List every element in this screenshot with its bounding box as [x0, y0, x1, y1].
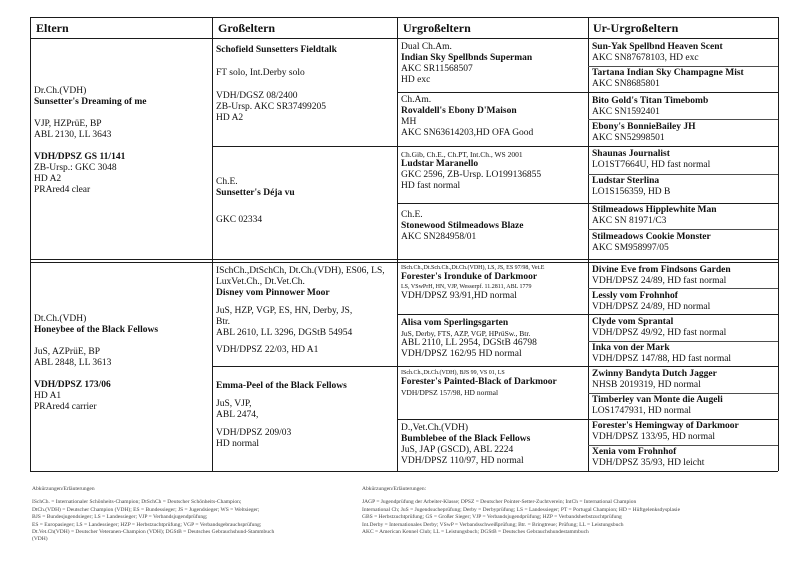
grid-line	[588, 288, 778, 289]
gggp-line: AKC SN 81971/C3	[592, 216, 667, 226]
dam-line: VDH/DPSZ 173/06	[34, 380, 111, 390]
header-urgrosseltern: Urgroßeltern	[403, 21, 471, 35]
header-eltern: Eltern	[36, 21, 69, 35]
ggp-title: ISch.Ch.,Dt.Ch.(VDH), BJS 99, VS 01, LS	[401, 370, 505, 376]
gggp-name: Lessly vom Frohnhof	[592, 291, 678, 301]
ggg-cell	[592, 232, 777, 254]
gp-line: ABL 2474,	[216, 410, 259, 420]
gggp-line: AKC SM958997/05	[592, 243, 669, 253]
footer-title: Abkürzungen/Erläuterungen	[32, 486, 95, 492]
gggp-name: Bito Gold's Titan Timebomb	[592, 96, 709, 106]
ggg-cell	[592, 68, 777, 90]
dam-line: ABL 2848, LL 3613	[34, 358, 112, 368]
sire-line: ABL 2130, LL 3643	[34, 130, 112, 140]
footer-abbreviations-left	[32, 486, 352, 544]
grid-line	[30, 17, 31, 471]
gggp-name: Ebony's BonnieBailey JH	[592, 122, 696, 132]
gggp-name: Stilmeadows Hipplewhite Man	[592, 205, 717, 215]
dam-cell	[34, 314, 210, 413]
gggp-name: Sun-Yak Spellbnd Heaven Scent	[592, 42, 723, 52]
gp-line: HD normal	[216, 439, 260, 449]
gp-line: JuS, HZP, VGP, ES, HN, Derby, JS,	[216, 306, 353, 316]
ggp-line: LS, VSwPrH, HN, VJP, Wesserpf. 11.2811, ABL 1779	[401, 284, 532, 290]
sire-line: VJP, HZPrüE, BP	[34, 119, 102, 129]
ggg-cell	[592, 317, 777, 339]
gp-name: Emma-Peel of the Black Fellows	[216, 381, 347, 391]
gggp-line: LO1ST7664U, HD fast normal	[592, 160, 711, 170]
ggg-cell	[592, 149, 777, 171]
footer-line: BJS = Bundesjugendsieger; LS = Landessieger; VJP = Verbandsjugendprüfung;	[32, 514, 208, 521]
grid-line	[397, 92, 778, 93]
ggp-title: Ch.Gib, Ch.E., Ch.PT, Int.Ch., WS 2001	[401, 150, 523, 159]
great-grandparent-cell	[401, 265, 587, 302]
ggp-line: HD fast normal	[401, 181, 461, 191]
grandparent-cell	[216, 45, 396, 124]
grid-line	[397, 419, 778, 420]
ggg-cell	[592, 395, 777, 417]
grid-line	[212, 17, 213, 471]
gp-line: JuS, VJP,	[216, 399, 252, 409]
sire-name: Sunsetter's Dreaming of me	[34, 97, 147, 107]
ggp-line: VDH/DPSZ 93/91,HD normal	[401, 291, 517, 301]
sire-cell	[34, 86, 210, 196]
footer-line: JAGP = Jugendprüfung der Arbeiter-Klasse; DPSZ = Deutscher Pointer-Setter-Zuchtverein; IntCh = International Champion	[362, 499, 637, 506]
sire-line: ZB-Ursp.: GKC 3048	[34, 163, 117, 173]
great-grandparent-cell	[401, 369, 587, 397]
grid-line	[212, 146, 778, 147]
gggp-name: Zwinny Bandyta Dutch Jagger	[592, 369, 717, 379]
ggp-name: Indian Sky Spellbnds Superman	[401, 53, 533, 63]
footer-line: GBS = Herbstzuchtprüfung; GS = Großer Sieger; VJP = Verbandsjugendprüfung; HZP = Verbandsherbstzuchtprüfung	[362, 514, 622, 521]
header-ururgrosseltern: Ur-Urgroßeltern	[593, 21, 679, 35]
ggp-name: Forester's Painted-Black of Darkmoor	[401, 377, 557, 387]
ggp-name: Ludstar Maranello	[401, 159, 479, 169]
gp-name: Schofield Sunsetters Fieldtalk	[216, 45, 337, 55]
gp-line: ABL 2610, LL 3296, DGStB 54954	[216, 328, 353, 338]
gggp-line: LO1S156359, HD B	[592, 187, 671, 197]
ggg-cell	[592, 447, 777, 469]
grid-line	[30, 17, 778, 18]
grid-line	[30, 262, 778, 263]
great-grandparent-cell	[401, 210, 587, 243]
great-grandparent-cell	[401, 423, 587, 467]
ggg-cell	[592, 122, 777, 144]
grandparent-cell	[216, 266, 396, 356]
gggp-line: NHSB 2019319, HD normal	[592, 380, 701, 390]
footer-abbreviations-right	[362, 486, 780, 536]
grid-line	[588, 66, 778, 67]
ggg-cell	[592, 369, 777, 391]
ggp-line: AKC SR11568507	[401, 64, 473, 74]
grid-line	[778, 17, 779, 471]
ggp-title: D.,Vet.Ch.(VDH)	[401, 423, 469, 433]
gggp-line: VDH/DPSZ 49/92, HD fast normal	[592, 328, 727, 338]
gggp-name: Xenia vom Frohnhof	[592, 447, 677, 457]
ggg-cell	[592, 205, 777, 227]
ggg-cell	[592, 343, 777, 365]
gp-title: Ch.E.	[216, 177, 238, 187]
ggp-line: HD exc	[401, 75, 431, 85]
grid-line	[212, 366, 778, 367]
ggp-title: ISch.Ch.,Dt.Sch.Ch.,Dt.Ch.(VDH), LS, JS, ES 97/98, Vet.E	[401, 265, 545, 271]
gggp-name: Tartana Indian Sky Champagne Mist	[592, 68, 744, 78]
ggg-cell	[592, 291, 777, 313]
grid-line	[588, 17, 589, 471]
gp-line: GKC 02334	[216, 215, 263, 225]
dam-name: Honeybee of the Black Fellows	[34, 325, 159, 335]
gggp-name: Divine Eve from Findsons Garden	[592, 265, 731, 275]
grid-line	[588, 341, 778, 342]
gggp-line: VDH/DPSZ 24/89, HD fast normal	[592, 276, 727, 286]
ggp-line: AKC SN284958/01	[401, 232, 477, 242]
gggp-name: Ludstar Sterlina	[592, 176, 660, 186]
ggp-title: Dual Ch.Am.	[401, 42, 452, 52]
gggp-line: AKC SN8685801	[592, 79, 660, 89]
grandparent-cell	[216, 177, 396, 226]
gggp-name: Stilmeadows Cookie Monster	[592, 232, 711, 242]
ggp-title: Ch.Am.	[401, 95, 432, 105]
footer-line: Int.Derby = Internationales Derby; VSwP = Verbandsschweißprüfung; Btr. = Bringtreue; Prüfung; LL = Leistungsbuch	[362, 521, 624, 528]
footer-line: Dt.Vet.Ch(VDH) = Deutscher Veteranen-Champion (VDH); DGStB = Deutsches Gebrauchshund-Stammbuch	[32, 529, 275, 536]
grid-line	[588, 393, 778, 394]
gggp-name: Clyde vom Sprantal	[592, 317, 674, 327]
sire-line: PRAred4 clear	[34, 185, 91, 195]
ggp-line: VDH/DPSZ 162/95 HD normal	[401, 349, 522, 359]
footer-line: AKC = American Kennel Club; LL = Leistungsbuch; DGStB = Deutsches Gebrauchshundestammbuch	[362, 529, 589, 536]
grid-line	[30, 38, 778, 39]
gp-line: VDH/DPSZ 209/03	[216, 428, 292, 438]
ggp-line: VDH/DPSZ 110/97, HD normal	[401, 456, 524, 466]
gggp-name: Shaunas Journalist	[592, 149, 670, 159]
gp-line: ZB-Ursp. AKC SR37499205	[216, 102, 327, 112]
ggg-cell	[592, 176, 777, 198]
grandparent-cell	[216, 381, 396, 450]
footer-line: (VDH)	[32, 536, 48, 543]
gggp-line: VDH/DPSZ 147/88, HD fast normal	[592, 354, 732, 364]
ggg-cell	[592, 421, 777, 443]
sire-title: Dr.Ch.(VDH)	[34, 86, 87, 96]
gp-line: VDH/DGSZ 08/2400	[216, 91, 298, 101]
gggp-name: Forester's Hemingway of Darkmoor	[592, 421, 739, 431]
grid-line	[30, 471, 778, 472]
ggp-name: Alisa vom Sperlingsgarten	[401, 318, 509, 328]
gp-line: Btr.	[216, 317, 230, 327]
ggp-name: Stonewood Stilmeadows Blaze	[401, 221, 524, 231]
grid-line	[30, 259, 778, 260]
dam-title: Dt.Ch.(VDH)	[34, 314, 87, 324]
gggp-line: VDH/DPSZ 35/93, HD leicht	[592, 458, 705, 468]
ggp-line: GKC 2596, ZB-Ursp. LO199136855	[401, 170, 542, 180]
ggp-line: MH	[401, 117, 417, 127]
ggp-line: JuS, JAP (GSCD), ABL 2224	[401, 445, 514, 455]
ggp-name: Rovaldell's Ebony D'Maison	[401, 106, 517, 116]
sire-line: VDH/DPSZ GS 11/141	[34, 152, 126, 162]
ggp-line: JuS, Derby, FTS, AZP, VGP, HPrüSw., Btr.	[401, 329, 531, 338]
footer-line: ISchCh. = Internationaler Schönheits-Champion; DtSchCh = Deutscher Schönheits-Champion;	[32, 499, 242, 506]
footer-line: International Ch; JuS = Jugendsucheprüfung; Derby = Derbyprüfung; LS = Landessieger; PT = Portugal Champion; HD = Hüftgelenksdysplasie	[362, 506, 681, 513]
header-grosseltern: Großeltern	[218, 21, 276, 35]
great-grandparent-cell	[401, 318, 587, 360]
gggp-name: Inka von der Mark	[592, 343, 670, 353]
gp-title: ISchCh.,DtSchCh, Dt.Ch.(VDH), ES06, LS, LuxVet.Ch., Dt.Vet.Ch.	[216, 266, 385, 287]
gp-line: VDH/DPSZ 22/03, HD A1	[216, 345, 319, 355]
gggp-line: LOS1747931, HD normal	[592, 406, 691, 416]
dam-line: HD A1	[34, 391, 62, 401]
grid-line	[397, 203, 778, 204]
grid-line	[397, 17, 398, 471]
footer-title: Abkürzungen/Erläuterungen:	[362, 486, 427, 492]
gp-line: HD A2	[216, 113, 244, 123]
ggp-line: VDH/DPSZ 157/98, HD normal	[401, 388, 499, 397]
gggp-line: AKC SN87678103, HD exc	[592, 53, 699, 63]
grid-line	[588, 119, 778, 120]
great-grandparent-cell	[401, 95, 587, 139]
ggg-cell	[592, 265, 777, 287]
ggp-line: AKC SN63614203,HD OFA Good	[401, 128, 534, 138]
grid-line	[588, 174, 778, 175]
great-grandparent-cell	[401, 150, 587, 192]
gggp-name: Timberley van Monte die Augeli	[592, 395, 723, 405]
dam-line: PRAred4 carrier	[34, 402, 97, 412]
great-grandparent-cell	[401, 42, 587, 86]
ggp-name: Bumblebee of the Black Fellows	[401, 434, 531, 444]
grid-line	[588, 229, 778, 230]
dam-line: JuS, AZPrüE, BP	[34, 347, 100, 357]
grid-line	[588, 445, 778, 446]
ggp-title: Ch.E.	[401, 210, 423, 220]
ggp-name: Forester's Ironduke of Darkmoor	[401, 272, 538, 282]
footer-line: ES = Europasieger; LS = Landessieger; HZP = Herbstzuchtprüfung; VGP = Verbandsgebrauchsprüfung;	[32, 521, 262, 528]
ggg-cell	[592, 42, 777, 64]
gp-name: Sunsetter's Déja vu	[216, 188, 295, 198]
gggp-line: AKC SN52998501	[592, 133, 665, 143]
ggp-line: ABL 2110, LL 2954, DGStB 46798	[401, 338, 537, 348]
sire-line: HD A2	[34, 174, 62, 184]
footer-line: DtCh.(VDH) = Deutscher Champion (VDH); ES = Bundessieger; JS = Jugendsieger; WS = Weltsieger;	[32, 506, 260, 513]
gp-name: Disney vom Pinnower Moor	[216, 288, 330, 298]
gggp-line: VDH/DPSZ 133/95, HD normal	[592, 432, 715, 442]
gggp-line: VDH/DPSZ 24/89, HD normal	[592, 302, 711, 312]
grid-line	[397, 314, 778, 315]
gggp-line: AKC SN1592401	[592, 107, 660, 117]
ggg-cell	[592, 96, 777, 118]
gp-line: FT solo, Int.Derby solo	[216, 68, 305, 78]
